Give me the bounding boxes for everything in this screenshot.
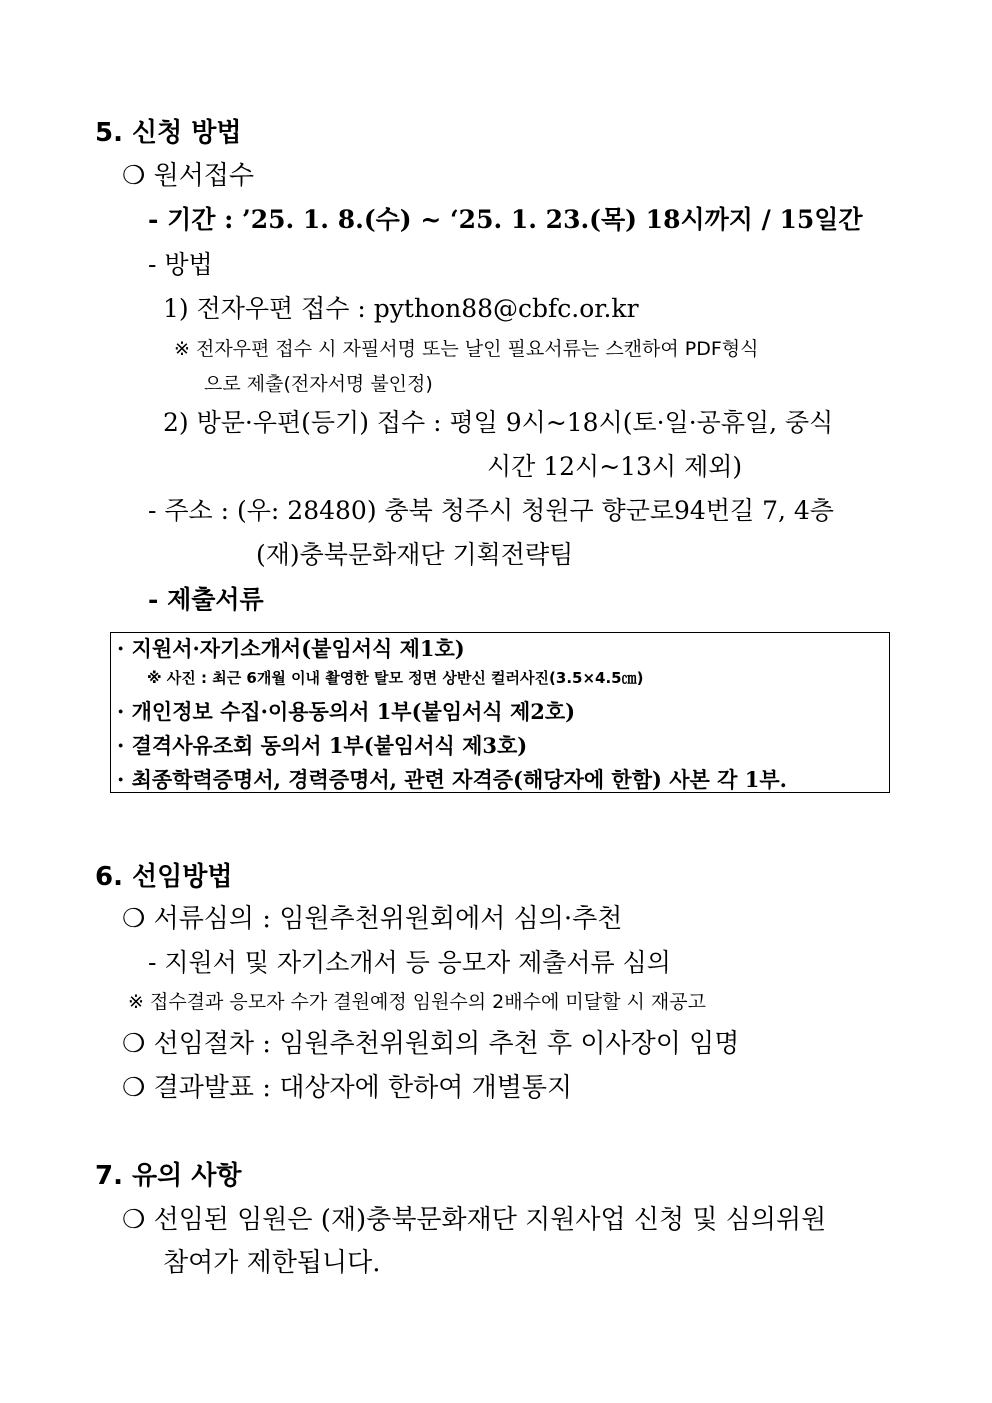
email-note-line2: 으로 제출(전자서명 불인정): [204, 373, 433, 395]
restriction-item-line1: ❍ 선임된 임원은 (재)충북문화재단 지원사업 신청 및 심의위원: [122, 1205, 827, 1235]
application-period: - 기간 : ’25. 1. 8.(수) ~ ‘25. 1. 23.(목) 18시까지 / 15일간: [148, 205, 863, 234]
doc-certificates: · 최종학력증명서, 경력증명서, 관련 자격증(해당자에 한함) 사본 각 1부.: [117, 767, 787, 792]
doc-photo-note: ※ 사진 : 최근 6개월 이내 촬영한 탈모 정면 상반신 컬러사진(3.5×4.5㎝): [147, 669, 644, 687]
document-review-sub: - 지원서 및 자기소개서 등 응모자 제출서류 심의: [148, 948, 671, 977]
email-note-line1: ※ 전자우편 접수 시 자필서명 또는 날인 필요서류는 스캔하여 PDF형식: [174, 338, 759, 360]
re-announcement-note: ※ 접수결과 응모자 수가 결원예정 임원수의 2배수에 미달할 시 재공고: [128, 991, 706, 1013]
appointment-procedure-item: ❍ 선임절차 : 임원추천위원회의 추천 후 이사장이 임명: [122, 1029, 740, 1059]
result-announcement-item: ❍ 결과발표 : 대상자에 한하여 개별통지: [122, 1073, 573, 1103]
document-review-item: ❍ 서류심의 : 임원추천위원회에서 심의·추천: [122, 904, 623, 934]
section6-heading: 6. 선임방법: [95, 862, 233, 892]
restriction-item-line2: 참여가 제한됩니다.: [163, 1248, 381, 1278]
method-label: - 방법: [148, 250, 213, 279]
address-line1: - 주소 : (우: 28480) 충북 청주시 청원구 향군로94번길 7, 4층: [148, 496, 834, 525]
doc-disqualification-consent: · 결격사유조회 동의서 1부(붙임서식 제3호): [117, 733, 528, 758]
address-line2: (재)충북문화재단 기획전략팀: [256, 540, 574, 569]
doc-application-form: · 지원서·자기소개서(붙임서식 제1호): [117, 636, 465, 661]
section5-heading: 5. 신청 방법: [95, 118, 242, 148]
method-visit-line2: 시간 12시~13시 제외): [487, 452, 743, 481]
method-email: 1) 전자우편 접수 : python88@cbfc.or.kr: [163, 294, 639, 323]
doc-privacy-consent: · 개인정보 수집·이용동의서 1부(붙임서식 제2호): [117, 699, 576, 724]
documents-label: - 제출서류: [148, 585, 264, 614]
method-visit-line1: 2) 방문·우편(등기) 접수 : 평일 9시~18시(토·일·공휴일, 중식: [163, 408, 834, 437]
documents-box: [110, 632, 890, 793]
application-item: ❍ 원서접수: [122, 161, 255, 191]
section7-heading: 7. 유의 사항: [95, 1161, 242, 1191]
